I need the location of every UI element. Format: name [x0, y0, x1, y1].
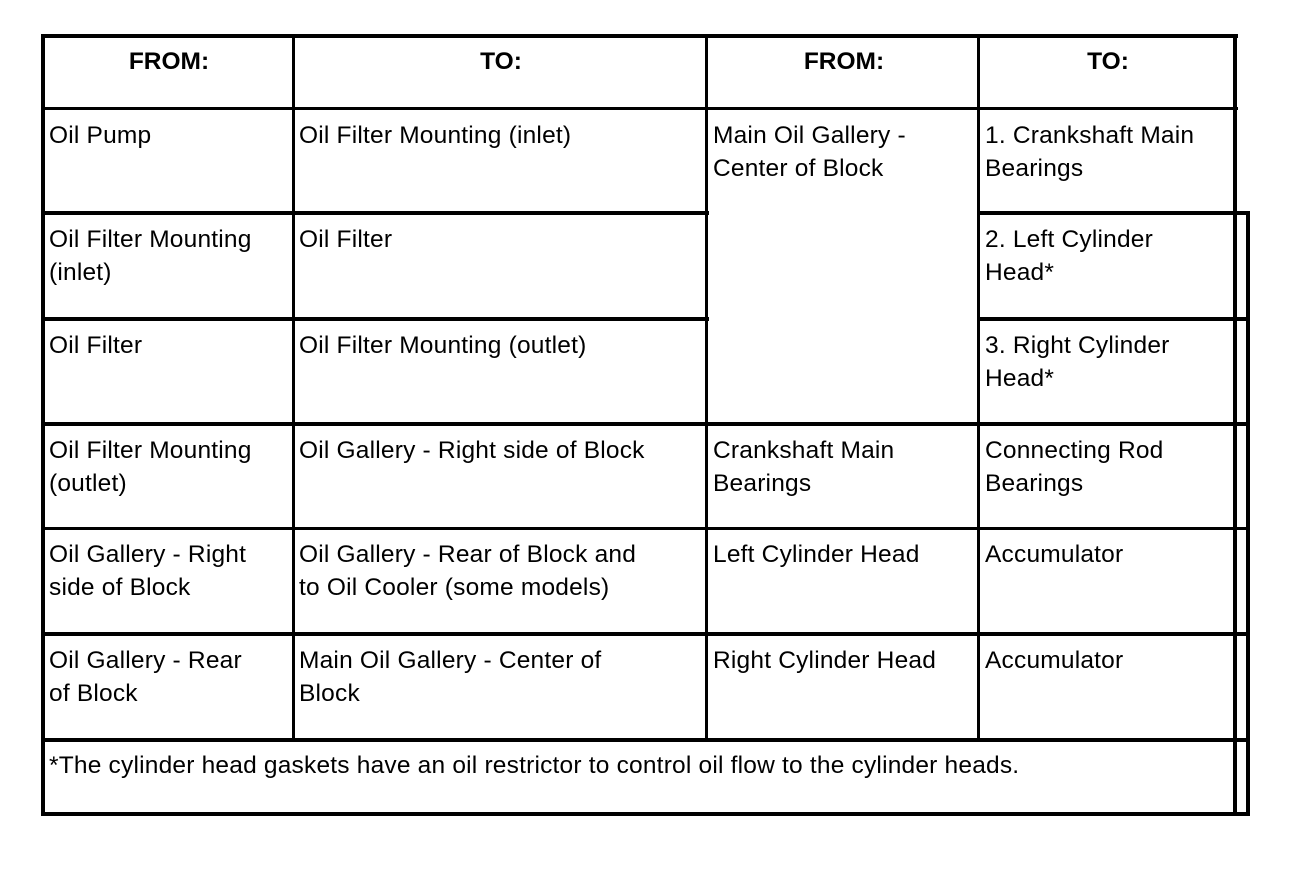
from-cell-left: Oil Pump	[49, 122, 152, 149]
row-divider	[978, 317, 1250, 321]
to-cell-right: Accumulator	[985, 647, 1124, 674]
to-cell-right: 1. Crankshaft Main Bearings	[985, 122, 1195, 182]
from-cell-left: Oil Gallery - Right side of Block	[49, 541, 247, 601]
from-cell-right: Right Cylinder Head	[713, 647, 937, 674]
table-border-right-outer	[1246, 211, 1250, 816]
from-cell-left: Oil Filter Mounting (outlet)	[49, 437, 252, 497]
header-from-left: FROM:	[128, 48, 210, 75]
row-divider	[41, 422, 1250, 426]
row-divider	[978, 211, 1250, 215]
from-cell-left: Oil Filter	[49, 332, 143, 359]
header-to-left: TO:	[480, 48, 522, 75]
from-cell-right: Left Cylinder Head	[713, 541, 920, 568]
column-divider	[292, 34, 295, 740]
to-cell-left: Main Oil Gallery - Center of Block	[299, 647, 602, 707]
to-cell-left: Oil Gallery - Right side of Block	[299, 437, 645, 464]
to-cell-right: 2. Left Cylinder Head*	[985, 226, 1153, 286]
from-cell-right: Crankshaft Main Bearings	[713, 437, 895, 497]
row-divider	[41, 738, 1250, 742]
table-border-left	[41, 34, 45, 816]
row-divider	[41, 317, 709, 321]
from-cell-left: Oil Gallery - Rear of Block	[49, 647, 242, 707]
row-divider	[41, 211, 709, 215]
footnote: *The cylinder head gaskets have an oil restrictor to control oil flow to the cylinder heads.	[49, 752, 1020, 779]
row-divider	[41, 632, 1250, 636]
to-cell-left: Oil Filter	[299, 226, 393, 253]
table-border-bottom	[41, 812, 1250, 816]
header-from-right: FROM:	[803, 48, 885, 75]
to-cell-left: Oil Filter Mounting (inlet)	[299, 122, 572, 149]
column-divider	[705, 34, 708, 740]
header-to-right: TO:	[1087, 48, 1129, 75]
table-border-right	[1233, 34, 1237, 816]
row-divider	[41, 107, 1238, 110]
to-cell-right: 3. Right Cylinder Head*	[985, 332, 1170, 392]
row-divider	[41, 527, 1250, 530]
from-cell-left: Oil Filter Mounting (inlet)	[49, 226, 252, 286]
to-cell-left: Oil Filter Mounting (outlet)	[299, 332, 587, 359]
to-cell-right: Connecting Rod Bearings	[985, 437, 1164, 497]
to-cell-right: Accumulator	[985, 541, 1124, 568]
from-cell-right: Main Oil Gallery - Center of Block	[713, 122, 906, 182]
to-cell-left: Oil Gallery - Rear of Block and to Oil Cooler (some models)	[299, 541, 637, 601]
column-divider	[977, 34, 980, 740]
table-border-top	[41, 34, 1238, 38]
